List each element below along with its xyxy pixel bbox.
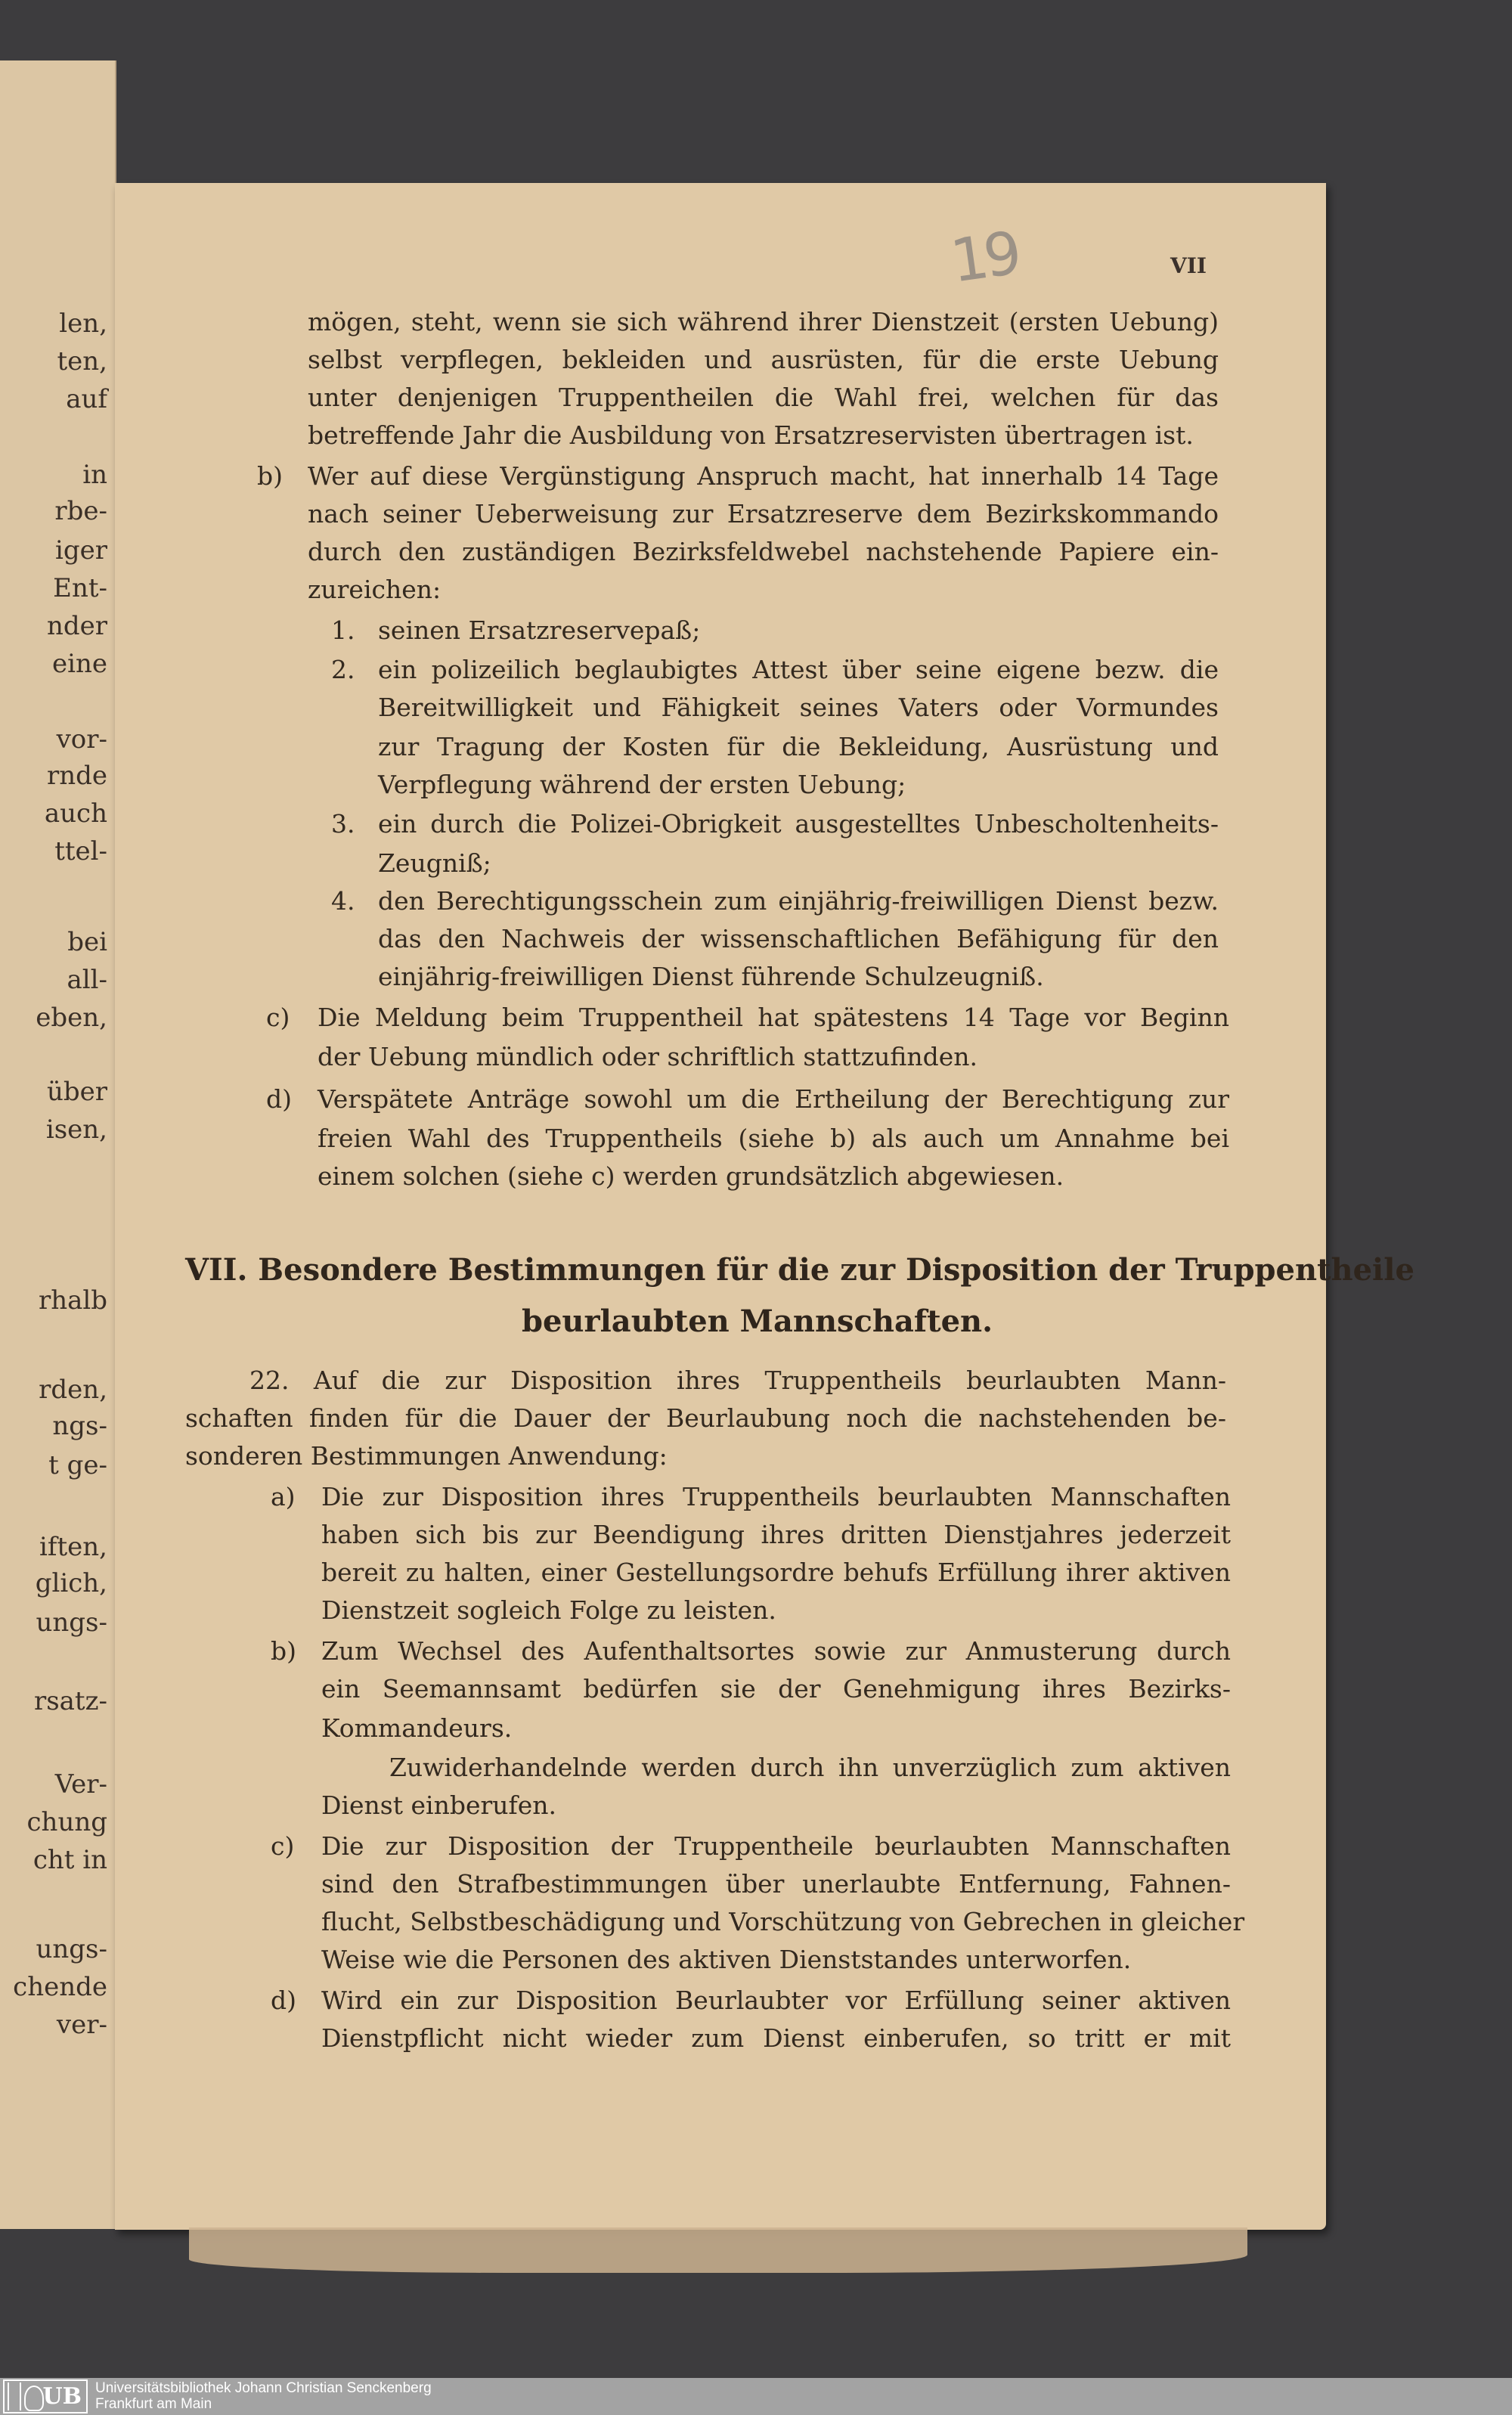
text-line: Zeugniß; <box>378 848 491 878</box>
section-heading-continued: beurlaubten Mannschaften. <box>522 1304 993 1339</box>
text-line: haben sich bis zur Beendigung ihres dritten Dienstjahres jederzeit <box>321 1520 1231 1549</box>
left-page-text-fragment: Ent- <box>53 573 107 603</box>
text-line: ein polizeilich beglaubigtes Attest über seine eigene bezw. die <box>378 655 1219 684</box>
left-page-text-fragment: vor- <box>56 724 107 755</box>
text-line: schaften finden für die Dauer der Beurlaubung noch die nachstehenden be- <box>185 1403 1226 1433</box>
text-line: betreffende Jahr die Ausbildung von Ersatzreservisten übertragen ist. <box>308 420 1194 450</box>
left-page-text-fragment: auf <box>66 384 107 414</box>
left-page-text-fragment: chung <box>26 1807 107 1837</box>
text-line: 22. Auf die zur Disposition ihres Truppentheils beurlaubten Mann- <box>249 1366 1226 1395</box>
text-line: Zum Wechsel des Aufenthaltsortes sowie zur Anmusterung durch <box>321 1636 1231 1666</box>
left-page-text-fragment: eine <box>51 649 107 679</box>
text-line: Dienstzeit sogleich Folge zu leisten. <box>321 1595 776 1625</box>
left-page-text-fragment: rnde <box>46 761 107 791</box>
left-page-text-fragment: ungs- <box>36 1607 107 1638</box>
text-line: Verpflegung während der ersten Uebung; <box>378 770 906 799</box>
left-page-text-fragment: len, <box>59 308 107 339</box>
list-marker: d) <box>266 1084 292 1114</box>
left-page-text-fragment: in <box>82 460 107 490</box>
text-line: einjährig-freiwilligen Dienst führende Schulzeugniß. <box>378 962 1044 991</box>
library-footer <box>0 2378 1512 2415</box>
text-line: sind den Strafbestimmungen über unerlaubte Entfernung, Fahnen- <box>321 1869 1231 1899</box>
left-page-text-fragment: chende <box>13 1972 107 2002</box>
list-marker: d) <box>271 1986 296 2015</box>
text-line: nach seiner Ueberweisung zur Ersatzreserve dem Bezirkskommando <box>308 499 1219 529</box>
text-line: durch den zuständigen Bezirksfeldwebel nachstehende Papiere ein- <box>308 537 1219 566</box>
text-line: sonderen Bestimmungen Anwendung: <box>185 1441 668 1471</box>
list-marker: 3. <box>331 809 355 839</box>
text-line: Zuwiderhandelnde werden durch ihn unverzüglich zum aktiven <box>389 1753 1231 1782</box>
pencil-folio-number: 19 <box>947 219 1022 296</box>
text-line: Wer auf diese Vergünstigung Anspruch macht, hat innerhalb 14 Tage <box>308 461 1219 491</box>
list-marker: a) <box>271 1482 296 1511</box>
text-line: unter denjenigen Truppentheilen die Wahl frei, welchen für das <box>308 383 1219 412</box>
left-page-text-fragment: nder <box>46 611 107 641</box>
page-number: VII <box>1170 253 1207 278</box>
list-marker: 4. <box>331 886 355 916</box>
text-line: Die zur Disposition der Truppentheile beurlaubten Mannschaften <box>321 1831 1231 1861</box>
text-line: Bereitwilligkeit und Fähigkeit seines Vaters oder Vormundes <box>378 693 1219 722</box>
list-marker: c) <box>266 1003 290 1032</box>
left-page-text-fragment: ngs- <box>52 1411 107 1441</box>
text-line: Kommandeurs. <box>321 1713 513 1743</box>
text-line: seinen Ersatzreservepaß; <box>378 615 701 645</box>
left-page-text-fragment: rsatz- <box>33 1686 107 1716</box>
text-line: den Berechtigungsschein zum einjährig-freiwilligen Dienst bezw. <box>378 886 1219 916</box>
list-marker: c) <box>271 1831 295 1861</box>
left-page-edge <box>0 60 116 2229</box>
text-line: ein Seemannsamt bedürfen sie der Genehmigung ihres Bezirks- <box>321 1674 1231 1704</box>
books-icon <box>8 2382 21 2410</box>
library-location: Frankfurt am Main <box>95 2396 212 2412</box>
text-line: bereit zu halten, einer Gestellungsordre behufs Erfüllung ihrer aktiven <box>321 1558 1231 1587</box>
portrait-icon <box>24 2386 44 2411</box>
text-line: der Uebung mündlich oder schriftlich stattzufinden. <box>318 1042 978 1071</box>
ub-logo <box>3 2379 88 2413</box>
text-line: freien Wahl des Truppentheils (siehe b) als auch um Annahme bei <box>318 1124 1229 1153</box>
left-page-text-fragment: Ver- <box>54 1769 107 1800</box>
torn-page-edge <box>189 2227 1247 2273</box>
text-line: zureichen: <box>308 575 442 604</box>
text-line: einem solchen (siehe c) werden grundsätzlich abgewiesen. <box>318 1161 1064 1191</box>
text-line: Weise wie die Personen des aktiven Dienststandes unterworfen. <box>321 1945 1132 1974</box>
left-page-text-fragment: iger <box>54 535 107 566</box>
left-page-text-fragment: rden, <box>39 1375 107 1405</box>
text-line: Verspätete Anträge sowohl um die Ertheilung der Berechtigung zur <box>318 1084 1229 1114</box>
left-page-text-fragment: bei <box>67 927 107 957</box>
left-page-text-fragment: ten, <box>57 346 107 377</box>
text-line: selbst verpflegen, bekleiden und ausrüsten, für die erste Uebung <box>308 345 1219 374</box>
text-line: Dienstpflicht nicht wieder zum Dienst einberufen, so tritt er mit <box>321 2023 1231 2053</box>
logo-text: UB <box>42 2383 82 2410</box>
left-page-text-fragment: über <box>46 1077 107 1107</box>
left-page-text-fragment: t ge- <box>48 1450 107 1480</box>
text-line: Wird ein zur Disposition Beurlaubter vor Erfüllung seiner aktiven <box>321 1986 1231 2015</box>
text-line: Die zur Disposition ihres Truppentheils beurlaubten Mannschaften <box>321 1482 1231 1511</box>
text-line: zur Tragung der Kosten für die Bekleidung, Ausrüstung und <box>378 732 1219 761</box>
left-page-text-fragment: glich, <box>35 1568 107 1598</box>
left-page-text-fragment: cht in <box>33 1845 107 1875</box>
library-name: Universitätsbibliothek Johann Christian Senckenberg <box>95 2380 432 2396</box>
text-line: mögen, steht, wenn sie sich während ihrer Dienstzeit (ersten Uebung) <box>308 307 1219 336</box>
left-page-text-fragment: ungs- <box>36 1934 107 1964</box>
left-page-text-fragment: all- <box>67 965 107 995</box>
text-line: flucht, Selbstbeschädigung und Vorschützung von Gebrechen in gleicher <box>321 1907 1245 1936</box>
section-heading: VII. Besondere Bestimmungen für die zur Disposition der Truppentheile <box>185 1252 1414 1288</box>
left-page-text-fragment: ver- <box>56 2010 107 2040</box>
list-marker: b) <box>271 1636 296 1666</box>
left-page-text-fragment: ttel- <box>54 836 107 866</box>
text-line: das den Nachweis der wissenschaftlichen Befähigung für den <box>378 924 1219 953</box>
list-marker: 1. <box>331 615 355 645</box>
left-page-text-fragment: iften, <box>39 1532 107 1562</box>
left-page-text-fragment: auch <box>44 798 107 829</box>
left-page-text-fragment: isen, <box>45 1114 107 1145</box>
list-marker: 2. <box>331 655 355 684</box>
left-page-text-fragment: rhalb <box>38 1285 107 1316</box>
left-page-text-fragment: rbe- <box>54 496 107 526</box>
left-page-text-fragment: eben, <box>36 1003 107 1033</box>
text-line: ein durch die Polizei-Obrigkeit ausgestelltes Unbescholtenheits- <box>378 809 1219 839</box>
list-marker: b) <box>257 461 283 491</box>
text-line: Die Meldung beim Truppentheil hat spätestens 14 Tage vor Beginn <box>318 1003 1229 1032</box>
text-line: Dienst einberufen. <box>321 1790 556 1820</box>
